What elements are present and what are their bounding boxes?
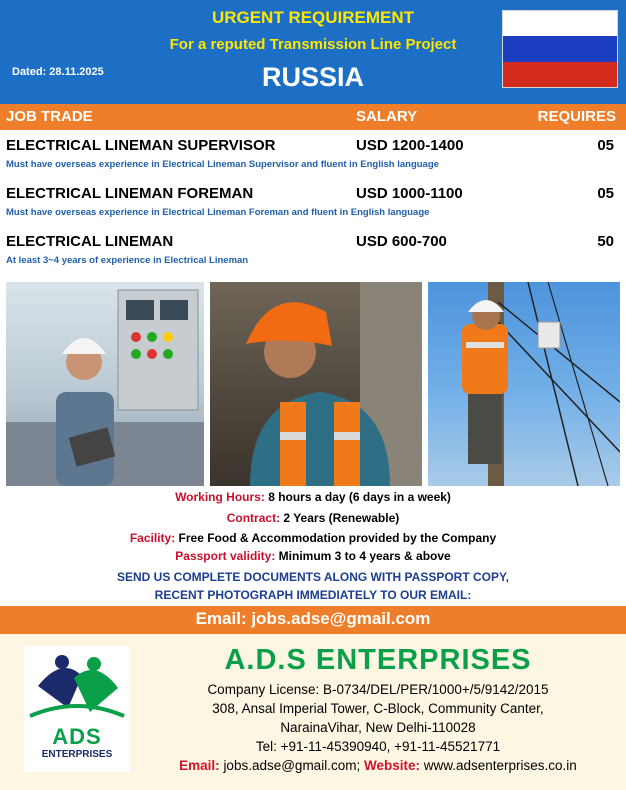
job-title: ELECTRICAL LINEMAN	[6, 233, 174, 250]
contract-label: Contract:	[226, 511, 281, 525]
logo-subtext: ENTERPRISES	[41, 749, 113, 760]
job-title: ELECTRICAL LINEMAN SUPERVISOR	[6, 137, 276, 154]
header-salary: SALARY	[356, 108, 418, 125]
country-title: RUSSIA	[261, 62, 364, 92]
job-row	[0, 137, 626, 183]
working-hours-line	[0, 490, 626, 504]
header-requires: REQUIRES	[537, 108, 616, 125]
job-requires: 50	[597, 233, 614, 250]
passport-value: Minimum 3 to 4 years & above	[278, 549, 451, 563]
working-hours-label: Working Hours:	[175, 490, 265, 504]
contract-line	[0, 511, 626, 525]
company-license: Company License: B-0734/DEL/PER/1000+/5/9142/2015	[207, 682, 549, 697]
people-logo-icon	[24, 646, 130, 726]
job-row	[0, 185, 626, 231]
send-documents-line-2: RECENT PHOTOGRAPH IMMEDIATELY TO OUR EMAIL:	[154, 588, 472, 602]
job-salary: USD 600-700	[356, 233, 447, 250]
facility-value: Free Food & Accommodation provided by the Company	[178, 531, 497, 545]
logo-text: ADS	[52, 724, 102, 749]
telephone: Tel: +91-11-45390940, +91-11-45521771	[255, 739, 501, 754]
email-value[interactable]: jobs.adse@gmail.com;	[223, 758, 361, 773]
job-salary: USD 1000-1100	[356, 185, 463, 202]
website-label: Website:	[363, 758, 420, 773]
job-row	[0, 233, 626, 279]
job-note: Must have overseas experience in Electrical Lineman Foreman and fluent in English language	[6, 207, 430, 218]
contact-line	[130, 758, 626, 773]
address-line-2: NarainaVihar, New Delhi-110028	[280, 720, 476, 735]
facility-line	[0, 531, 626, 545]
email-label: Email:	[179, 758, 220, 773]
photo-lineman-pole	[428, 282, 620, 486]
russia-flag-icon	[502, 10, 618, 88]
ads-logo	[24, 646, 130, 772]
passport-label: Passport validity:	[175, 549, 276, 563]
working-hours-value: 8 hours a day (6 days in a week)	[268, 490, 451, 504]
table-header	[0, 104, 626, 130]
date-label: Dated: 28.11.2025	[12, 66, 104, 78]
urgent-title: URGENT REQUIREMENT	[211, 8, 415, 27]
job-note: At least 3~4 years of experience in Electrical Lineman	[6, 255, 249, 266]
facility-label: Facility:	[129, 531, 176, 545]
company-name: A.D.S ENTERPRISES	[224, 644, 532, 676]
job-requires: 05	[597, 137, 614, 154]
job-requires: 05	[597, 185, 614, 202]
passport-line	[0, 549, 626, 563]
address-line-1: 308, Ansal Imperial Tower, C-Block, Community Canter,	[212, 701, 544, 716]
website-value[interactable]: www.adsenterprises.co.in	[423, 758, 577, 773]
header-job-trade: JOB TRADE	[6, 108, 93, 125]
email-banner[interactable]: Email: jobs.adse@gmail.com	[0, 606, 626, 634]
job-note: Must have overseas experience in Electrical Lineman Supervisor and fluent in English language	[6, 159, 439, 170]
job-salary: USD 1200-1400	[356, 137, 464, 154]
header-banner	[0, 0, 626, 104]
contract-value: 2 Years (Renewable)	[283, 511, 400, 525]
footer	[0, 634, 626, 790]
project-subtitle: For a reputed Transmission Line Project	[169, 36, 457, 53]
photo-engineer-control-panel	[6, 282, 204, 486]
job-title: ELECTRICAL LINEMAN FOREMAN	[6, 185, 254, 202]
photo-worker-hard-hat	[210, 282, 422, 486]
send-documents-line-1: SEND US COMPLETE DOCUMENTS ALONG WITH PASSPORT COPY,	[116, 570, 510, 584]
